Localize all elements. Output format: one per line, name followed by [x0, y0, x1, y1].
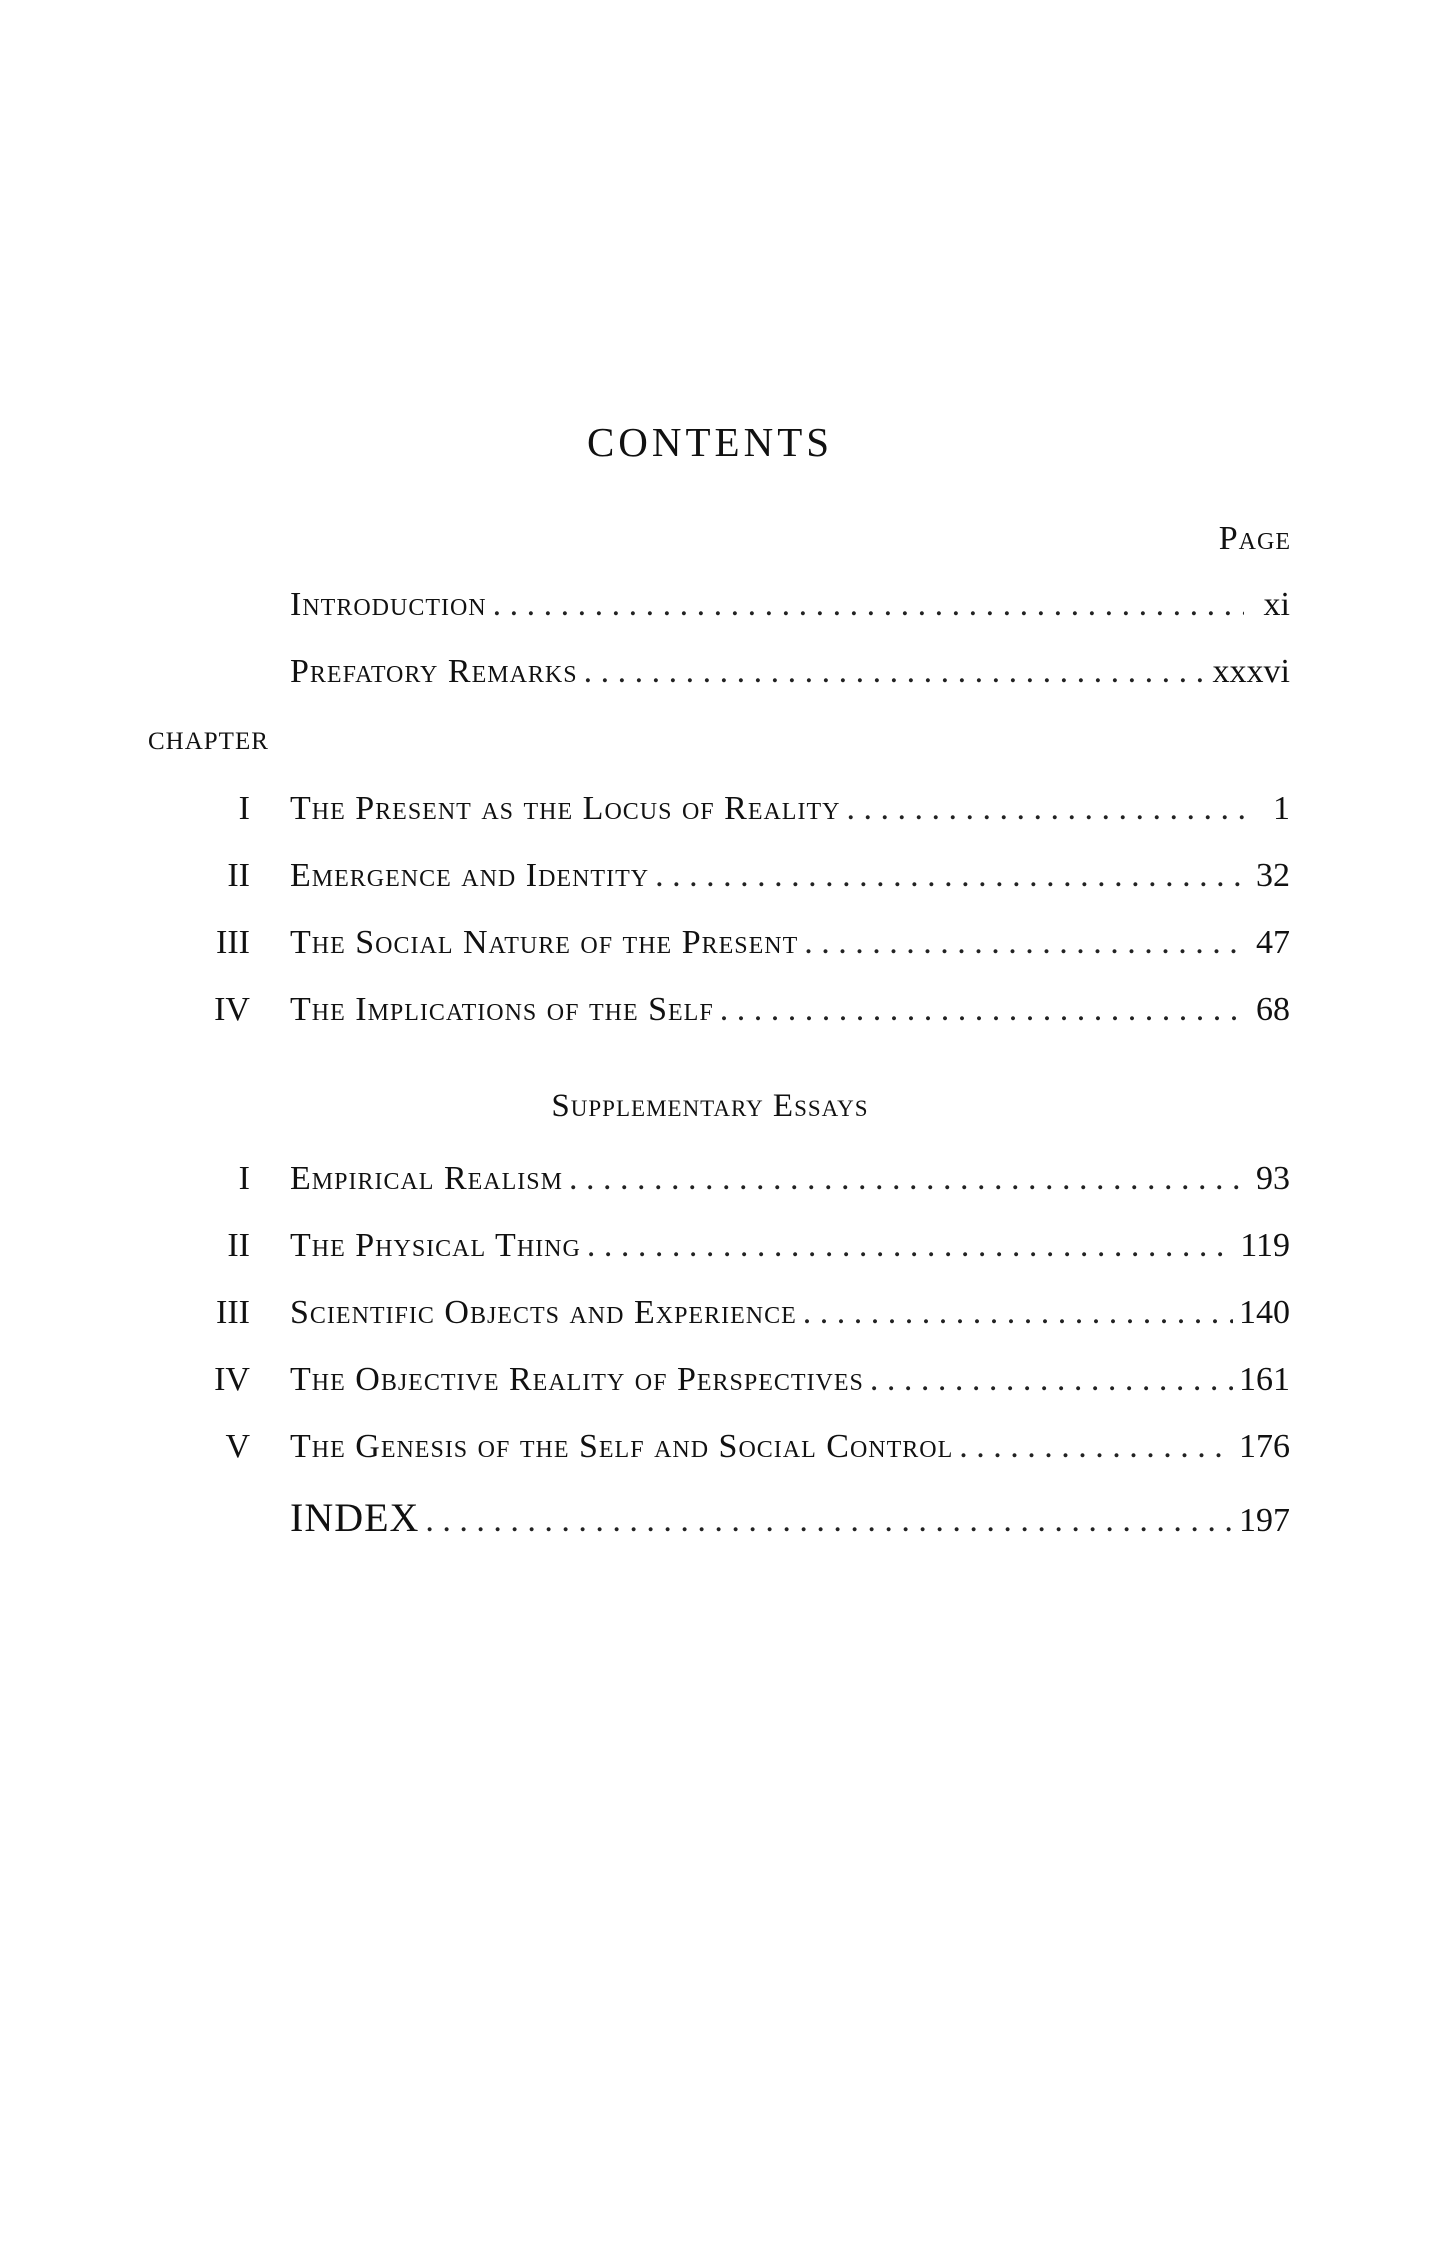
- dot-leader: [846, 790, 1244, 828]
- toc-entry-page: 140: [1239, 1294, 1290, 1331]
- toc-entry-label: Emergence and Identity: [290, 857, 650, 894]
- toc-entry-essay-2[interactable]: [140, 1227, 1290, 1283]
- toc-entry-chapter-3[interactable]: [140, 924, 1290, 980]
- toc-entry-index[interactable]: [140, 1494, 1290, 1550]
- toc-entry-chapter-2[interactable]: [140, 857, 1290, 913]
- toc-entry-page: xi: [1263, 586, 1290, 623]
- chapter-column-label: CHAPTER: [148, 728, 269, 755]
- dot-leader: [804, 924, 1244, 962]
- dot-leader: [655, 857, 1244, 895]
- toc-entry-label: The Social Nature of the Present: [290, 924, 799, 961]
- dot-leader: [587, 1227, 1234, 1265]
- toc-entry-essay-1[interactable]: [140, 1160, 1290, 1216]
- toc-entry-essay-3[interactable]: [140, 1294, 1290, 1350]
- toc-entry-page: 1: [1273, 790, 1290, 827]
- supplementary-essays-heading: Supplementary Essays: [551, 1088, 869, 1124]
- dot-leader: [870, 1361, 1233, 1399]
- toc-entry-chapter-1[interactable]: [140, 790, 1290, 846]
- toc-entry-page: 197: [1239, 1502, 1290, 1539]
- toc-entry-chapter-4[interactable]: [140, 991, 1290, 1047]
- toc-entry-label: The Present as the Locus of Reality: [290, 790, 841, 827]
- toc-entry-introduction[interactable]: [140, 586, 1290, 642]
- dot-leader: [569, 1160, 1244, 1198]
- essay-number: III: [216, 1294, 250, 1331]
- essay-number: IV: [214, 1361, 250, 1398]
- toc-entry-label: Prefatory Remarks: [290, 653, 578, 690]
- toc-entry-prefatory-remarks[interactable]: [140, 653, 1290, 709]
- toc-entry-page: 176: [1239, 1428, 1290, 1465]
- toc-entry-page: 47: [1256, 924, 1290, 961]
- toc-entry-label: Introduction: [290, 586, 487, 623]
- essay-number: V: [225, 1428, 250, 1465]
- page-column-label: Page: [1218, 520, 1291, 557]
- toc-entry-label: The Implications of the Self: [290, 991, 714, 1028]
- chapter-number: I: [238, 790, 250, 827]
- toc-entry-essay-4[interactable]: [140, 1361, 1290, 1417]
- chapter-number: II: [227, 857, 250, 894]
- page-title: CONTENTS: [586, 419, 834, 465]
- essay-number: II: [227, 1227, 250, 1264]
- toc-entry-label: The Physical Thing: [290, 1227, 581, 1264]
- toc-entry-page: xxxvi: [1212, 653, 1290, 690]
- dot-leader: [493, 586, 1244, 624]
- toc-entry-page: 32: [1256, 857, 1290, 894]
- dot-leader: [584, 653, 1207, 691]
- chapter-number: III: [216, 924, 250, 961]
- toc-entry-label: Empirical Realism: [290, 1160, 563, 1197]
- toc-entry-label: Scientific Objects and Experience: [290, 1294, 797, 1331]
- toc-entry-essay-5[interactable]: [140, 1428, 1290, 1484]
- dot-leader: [720, 991, 1244, 1029]
- essay-number: I: [238, 1160, 250, 1197]
- toc-entry-page: 161: [1239, 1361, 1290, 1398]
- toc-entry-label: INDEX: [290, 1495, 420, 1540]
- toc-entry-page: 119: [1240, 1227, 1290, 1264]
- dot-leader: [425, 1502, 1233, 1540]
- toc-entry-label: The Genesis of the Self and Social Control: [290, 1428, 954, 1465]
- dot-leader: [959, 1428, 1233, 1466]
- dot-leader: [803, 1294, 1233, 1332]
- chapter-number: IV: [214, 991, 250, 1028]
- toc-entry-label: The Objective Reality of Perspectives: [290, 1361, 864, 1398]
- toc-entry-page: 68: [1256, 991, 1290, 1028]
- toc-entry-page: 93: [1256, 1160, 1290, 1197]
